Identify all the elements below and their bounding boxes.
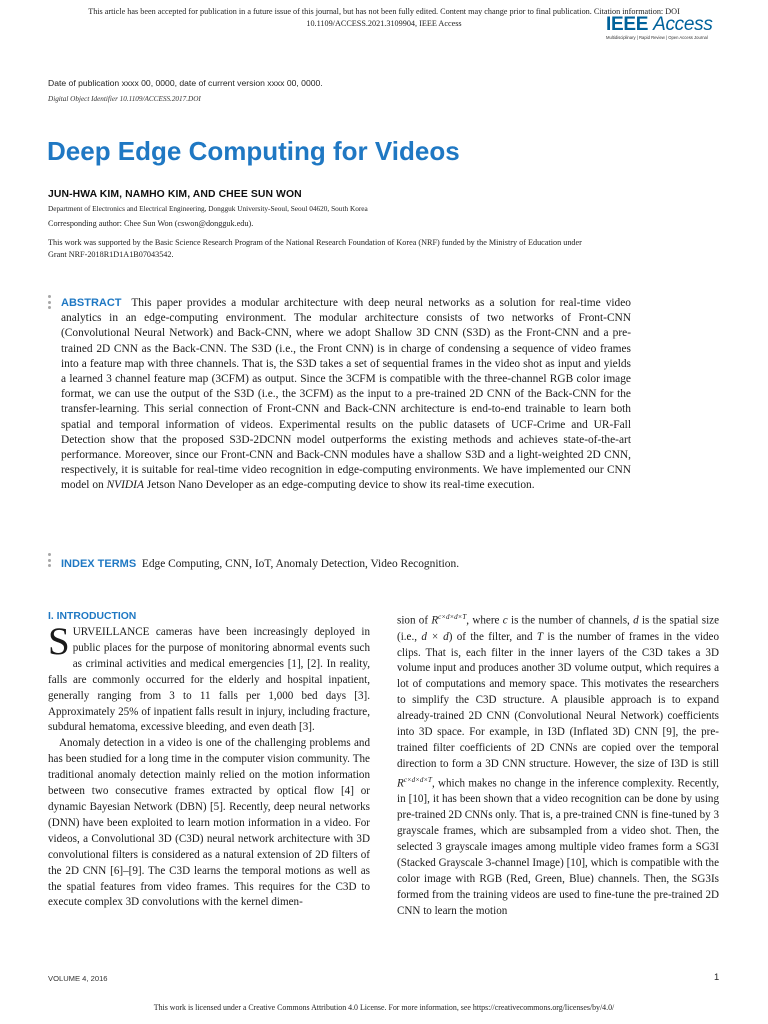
affiliation: Department of Electronics and Electrical Engineering, Dongguk University-Seoul, Seoul 04620, South Korea [48, 204, 368, 213]
index-terms-dots-icon [48, 553, 52, 570]
ieee-access-logo [606, 14, 718, 40]
p3-text-a: sion of [397, 614, 432, 627]
p3-text-b: , where [466, 614, 503, 627]
abstract-label: ABSTRACT [61, 297, 122, 309]
volume-footer: VOLUME 4, 2016 [48, 974, 108, 983]
section-heading: I. INTRODUCTION [48, 611, 137, 622]
p3-math-r2: R [397, 777, 404, 790]
drop-cap: S [48, 620, 70, 663]
index-terms [61, 557, 459, 572]
license-notice: This work is licensed under a Creative Commons Attribution 4.0 License. For more information, see https://creativecommons.org/licenses/by/4.0/ [153, 1003, 615, 1012]
right-column [397, 610, 719, 920]
abstract-text-end: Jetson Nano Developer as an edge-computing device to show its real-time execution. [146, 479, 535, 492]
logo-tagline: Multidisciplinary | Rapid Review | Open Access Journal [606, 35, 708, 40]
p3-var-t: T [536, 630, 544, 643]
p3-text-d: is the spatial size (i.e., [397, 614, 720, 643]
author-list: JUN-HWA KIM, NAMHO KIM, AND CHEE SUN WON [48, 189, 302, 200]
intro-paragraph-3 [397, 610, 719, 920]
index-terms-text: Edge Computing, CNN, IoT, Anomaly Detection, Video Recognition. [141, 558, 460, 570]
logo-access-text: Access [653, 14, 713, 35]
p3-sup1: c×d×d×T [438, 613, 467, 621]
p3-text-e: ) of the filter, and [448, 630, 537, 643]
abstract-text: This paper provides a modular architecture with deep neural networks as a solution for real-time video analytics in an edge-computing environment. The modular architecture consists of two networks of Front-CNN (Convolutional Neural Network) and Back-CNN, where we adopt Shallow 3D CNN (S3D) as the Front-CNN and a pre-trained 2D CNN as the Back-CNN. The S3D (i.e., the Front CNN) is in charge of condensing a sequence of video frames into a feature map with three channels. That is, the S3D takes a set of sequential frames in the video shot as input and yields a learned 3 channel feature map (3CFM) as output. Since the 3CFM is compatible with the three-channel RGB color image format, we can use the output of the S3D (i.e., the 3CFM) as the input to a pre-trained 2D CNN of the Back-CNN for the transfer-learning. This serial connection of Front-CNN and Back-CNN architecture is end-to-end trainable to learn both spatial and temporal information of videos. Experimental results on the public datasets of UCF-Crime and UR-Fall Detection show that the proposed S3D-2DCNN model outperforms the existing methods and achieves state-of-the-art performance. Moreover, since our Front-CNN and Back-CNN modules have a shallow S3D and a light-weighted 2D CNN, respectively, it is suitable for real-time video recognition in edge-computing environments. We have implemented our CNN model on [61, 297, 631, 492]
abstract-dots-icon [48, 295, 52, 312]
p3-text-c: is the number of channels, [507, 614, 634, 627]
intro-paragraph-1 [48, 620, 370, 736]
p3-var-d: d [633, 614, 639, 627]
abstract [61, 296, 631, 494]
p3-var-dxd: d × d [421, 630, 449, 643]
notice-line-1: This article has been accepted for publication in a future issue of this journal, but has not been fully edited. Content may change prior to final publication. Citation information: DOI [88, 7, 680, 16]
abstract-italic: NVIDIA [106, 479, 144, 492]
p3-math-r1: R [431, 614, 439, 627]
p3-sup2: c×d×d×T [403, 775, 432, 784]
p3-text-g: , which makes no change in the inference complexity. Recently, in [10], it has been shown that a video recognition can be done by using pre-trained 2D CNNs only. That is, a pre-trained CNN is fine-tuned by 3 grayscale frames, which are subsampled from a video shot. Then, the selected 3 grayscale images among multiple video frames form a SG3I (Stacked Grayscale 3-channel Image) [10], which is compatible with the color image with RGB (Red, Green, Blue) channels. Then, the SG3Is formed from the training videos are used to fine-tune the pre-trained 2D CNN to learn the motion [397, 777, 719, 917]
publication-date: Date of publication xxxx 00, 0000, date of current version xxxx 00, 0000. [48, 78, 323, 88]
notice-line-2: 10.1109/ACCESS.2021.3109904, IEEE Access [306, 19, 462, 28]
index-terms-label: INDEX TERMS [61, 558, 137, 570]
p3-text-f: is the number of frames in the video clips. That is, each filter in the inner layers of the C3D takes a 3D volume input and produces another 3D volume output, which requires a lot of computations and memory space. This motivates the researchers to simplify the C3D structure. A plausible approach is to expand already-trained 2D CNN (Convolutional Neural Network) coefficients into 3D space. For example, in I3D (Inflated 3D) CNN [9], the pre-trained filter coefficients of 2D CNNs are copied over the temporal direction to form a 3D CNN structure. However, the size of I3D is still [397, 630, 719, 770]
p3-var-c: c [502, 614, 508, 627]
paper-title: Deep Edge Computing for Videos [47, 136, 460, 166]
left-column [48, 610, 370, 911]
logo-ieee-text: IEEE [606, 14, 649, 35]
corresponding-author: Corresponding author: Chee Sun Won (cswon@dongguk.edu). [48, 219, 254, 228]
intro-paragraph-1-text: URVEILLANCE cameras have been increasingly deployed in public places for the purpose of monitoring abnormal events such as criminal activities and medical emergencies [1], [2]. In reality, falls are commonly occurred for the elderly and hospital inpatient, generally ranging from 3 to 11 falls per 1,000 bed days [3]. Approximately 25% of inpatient falls result in injury, including fracture, subdural hematoma, excessive bleeding, and even death [3]. [48, 626, 370, 734]
intro-paragraph-2: Anomaly detection in a video is one of the challenging problems and has been studied for a long time in the computer vision community. The traditional anomaly detection mainly relied on the motion information between two consecutive frames extracted by optical flow [4] or dynamic Bayesian Network (DBN) [5]. Recently, deep neural networks (DNN) have been exploited to learn motion information in a video. For videos, a Convolutional 3D (C3D) neural network architecture with 3D convolutional filters is considered as a natural extension of 2D filters of the 2D CNN [6]–[9]. The C3D learns the temporal motions as well as the spatial features from video frames. This requires for the C3D to execute complex 3D convolutions with the kernel dimen- [48, 737, 370, 909]
doi-line: Digital Object Identifier 10.1109/ACCESS.2017.DOI [48, 95, 201, 103]
page-number: 1 [714, 971, 720, 982]
funding-statement: This work was supported by the Basic Science Research Program of the National Research Foundation of Korea (NRF) funded by the Ministry of Education under Grant NRF-2018R1D1A1B07043542. [48, 238, 582, 259]
